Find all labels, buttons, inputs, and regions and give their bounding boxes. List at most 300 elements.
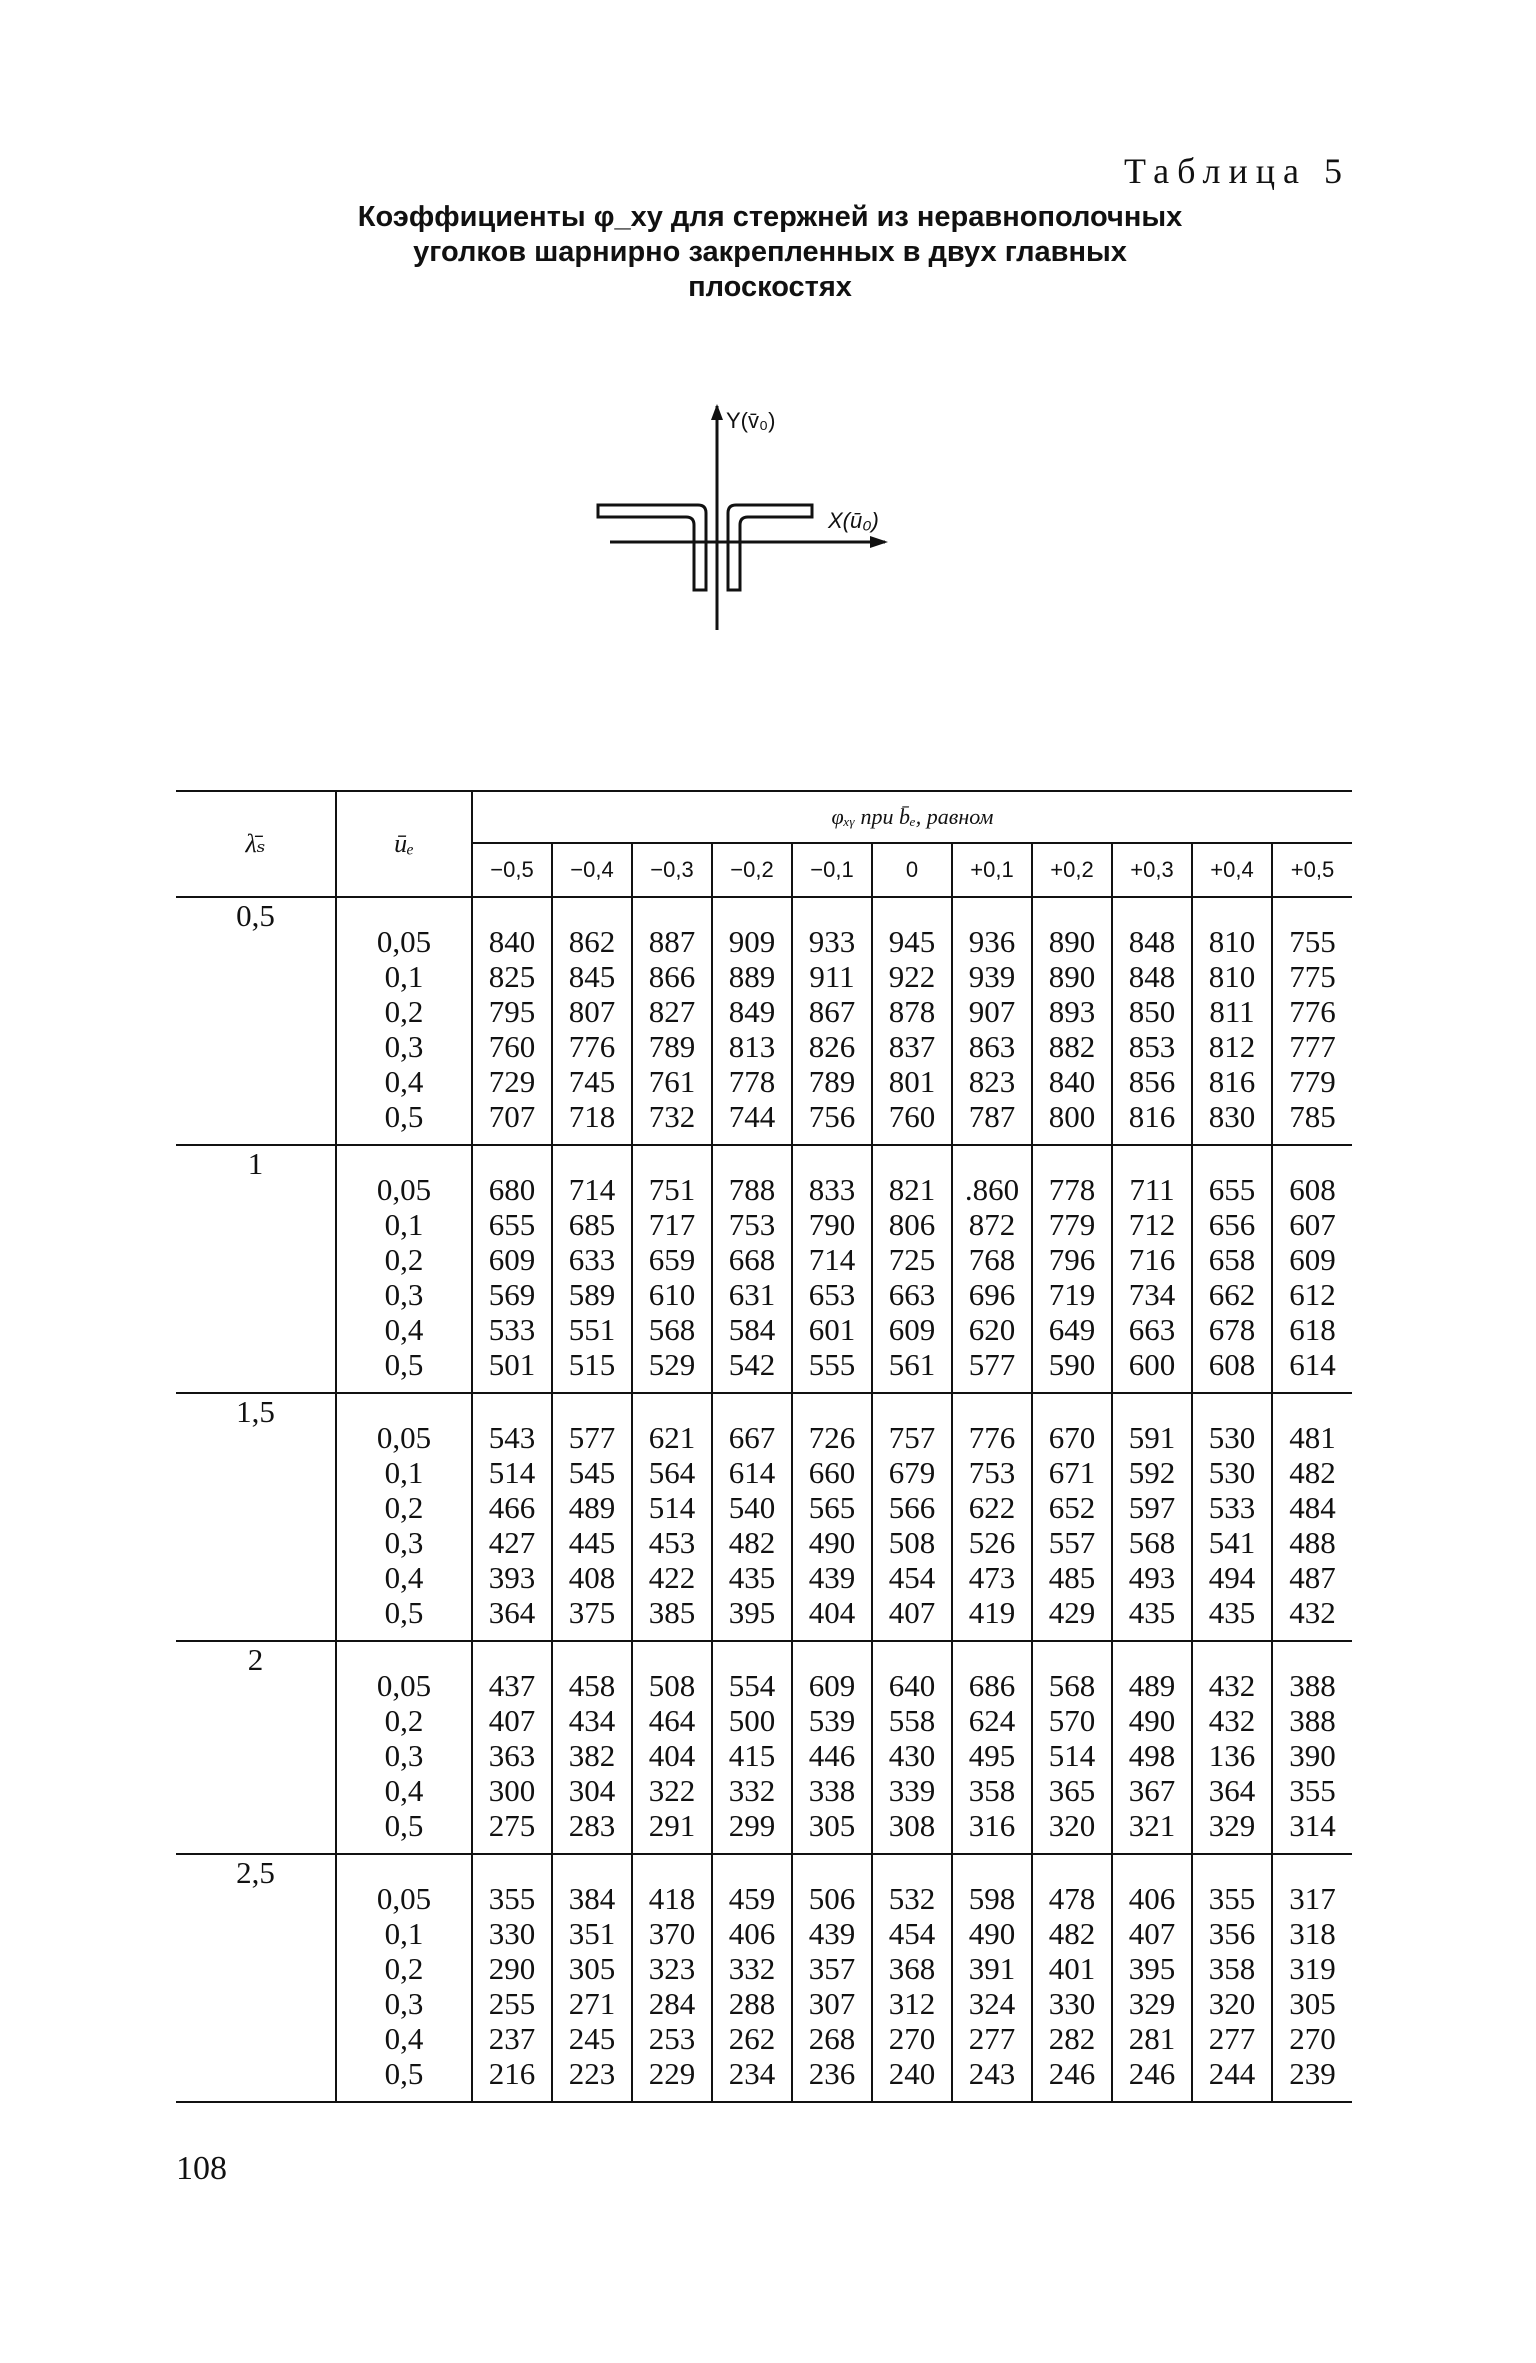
u-value: 0,5 — [384, 1595, 424, 1630]
value-cell — [1112, 1393, 1192, 1641]
caption-line: плоскостях — [688, 271, 852, 303]
col-header: −0,5 — [472, 843, 552, 897]
coefficient-value: 624 — [968, 1703, 1016, 1738]
coefficient-value: .860 — [964, 1172, 1020, 1207]
coefficient-value: 911 — [809, 959, 855, 994]
coefficient-value: 609 — [488, 1242, 536, 1277]
coefficient-value: 600 — [1128, 1347, 1176, 1382]
value-cell — [632, 1641, 712, 1854]
value-cell — [952, 1854, 1032, 2102]
coefficient-value: 323 — [648, 1951, 696, 1986]
coefficient-value: 324 — [968, 1986, 1016, 2021]
coefficient-value: 776 — [568, 1029, 616, 1064]
coefficient-value: 678 — [1208, 1312, 1256, 1347]
coefficient-value: 729 — [488, 1064, 536, 1099]
coefficient-value: 307 — [808, 1986, 856, 2021]
value-cell — [712, 1854, 792, 2102]
value-cell — [552, 1854, 632, 2102]
u-cell — [336, 1145, 472, 1393]
coefficient-value: 482 — [728, 1525, 776, 1560]
coefficient-value: 435 — [1128, 1595, 1176, 1630]
coefficient-value: 744 — [728, 1099, 776, 1134]
coefficient-value: 364 — [488, 1595, 536, 1630]
coefficient-value: 268 — [808, 2021, 856, 2056]
coefficient-value: 432 — [1208, 1668, 1256, 1703]
coefficient-value: 453 — [648, 1525, 696, 1560]
table-row — [176, 897, 1352, 1145]
coefficient-value: 384 — [568, 1881, 616, 1916]
coefficient-value: 872 — [968, 1207, 1016, 1242]
u-value: 0,05 — [376, 1172, 432, 1207]
coefficient-value: 367 — [1128, 1773, 1176, 1808]
coefficient-value: 686 — [968, 1668, 1016, 1703]
coefficient-value: 432 — [1208, 1703, 1256, 1738]
coefficient-value: 652 — [1048, 1490, 1096, 1525]
coefficient-value: 821 — [888, 1172, 936, 1207]
coefficient-value: 768 — [968, 1242, 1016, 1277]
coefficient-value: 541 — [1208, 1525, 1256, 1560]
coefficient-value: 823 — [968, 1064, 1016, 1099]
coefficient-value: 332 — [728, 1773, 776, 1808]
coefficient-value: 493 — [1128, 1560, 1176, 1595]
coefficient-value: 755 — [1289, 924, 1336, 959]
coefficient-value: 756 — [808, 1099, 856, 1134]
coefficient-value: 395 — [728, 1595, 776, 1630]
value-cell — [552, 897, 632, 1145]
value-cell — [1032, 897, 1112, 1145]
coefficient-value: 482 — [1048, 1916, 1096, 1951]
coefficient-value: 850 — [1128, 994, 1176, 1029]
u-value: 0,2 — [384, 994, 424, 1029]
coefficient-value: 317 — [1289, 1881, 1336, 1916]
header-mu: ūₑ — [336, 791, 472, 897]
coefficient-value: 498 — [1128, 1738, 1176, 1773]
coefficient-value: 390 — [1289, 1738, 1336, 1773]
coefficient-value: 589 — [568, 1277, 616, 1312]
coefficient-value: 663 — [1128, 1312, 1176, 1347]
coefficient-value: 568 — [1128, 1525, 1176, 1560]
coefficient-value: 332 — [728, 1951, 776, 1986]
coefficient-value: 494 — [1208, 1560, 1256, 1595]
coefficient-value: 437 — [488, 1668, 536, 1703]
lambda-group — [176, 897, 1352, 1145]
coefficient-value: 508 — [648, 1668, 696, 1703]
u-cell — [336, 1641, 472, 1854]
coefficient-value: 711 — [1129, 1172, 1175, 1207]
coefficient-value: 388 — [1289, 1668, 1336, 1703]
value-cell — [552, 1145, 632, 1393]
coefficient-value: 329 — [1128, 1986, 1176, 2021]
coefficient-value: 696 — [968, 1277, 1016, 1312]
coefficient-value: 597 — [1128, 1490, 1176, 1525]
coefficient-value: 590 — [1048, 1347, 1096, 1382]
coefficient-value: 557 — [1048, 1525, 1096, 1560]
u-value: 0,3 — [384, 1525, 424, 1560]
coefficient-value: 568 — [648, 1312, 696, 1347]
coefficient-value: 229 — [648, 2056, 696, 2091]
coefficient-value: 322 — [648, 1773, 696, 1808]
coefficient-value: 490 — [968, 1916, 1016, 1951]
coefficient-value: 609 — [808, 1668, 856, 1703]
coefficient-value: 778 — [1048, 1172, 1096, 1207]
coefficient-value: 466 — [488, 1490, 536, 1525]
coefficient-value: 801 — [888, 1064, 936, 1099]
u-value: 0,3 — [384, 1277, 424, 1312]
coefficient-value: 529 — [648, 1347, 696, 1382]
value-cell — [632, 1145, 712, 1393]
coefficient-value: 777 — [1289, 1029, 1336, 1064]
coefficient-value: 800 — [1048, 1099, 1096, 1134]
coefficient-value: 500 — [728, 1703, 776, 1738]
coefficient-value: 577 — [968, 1347, 1016, 1382]
coefficient-value: 271 — [568, 1986, 616, 2021]
coefficient-value: 408 — [568, 1560, 616, 1595]
coefficient-value: 570 — [1048, 1703, 1096, 1738]
u-value: 0,05 — [376, 1668, 432, 1703]
coefficient-value: 355 — [1289, 1773, 1336, 1808]
value-cell — [472, 1641, 552, 1854]
coefficient-value: 406 — [728, 1916, 776, 1951]
coefficient-value: 592 — [1128, 1455, 1176, 1490]
coefficient-value: 439 — [808, 1560, 856, 1595]
coefficient-value: 375 — [568, 1595, 616, 1630]
coefficient-value: 370 — [648, 1916, 696, 1951]
coefficient-value: 680 — [488, 1172, 536, 1207]
coefficient-value: 893 — [1048, 994, 1096, 1029]
u-value: 0,05 — [376, 1420, 432, 1455]
value-cell — [712, 1145, 792, 1393]
value-cell — [712, 1393, 792, 1641]
coefficient-value: 543 — [488, 1420, 536, 1455]
coefficient-value: 889 — [728, 959, 776, 994]
coefficient-value: 779 — [1048, 1207, 1096, 1242]
coefficient-value: 481 — [1289, 1420, 1336, 1455]
coefficient-value: 478 — [1048, 1881, 1096, 1916]
table-row — [176, 1854, 1352, 2102]
coefficient-value: 239 — [1289, 2056, 1336, 2091]
coefficient-value: 776 — [1289, 994, 1336, 1029]
coefficient-value: 404 — [808, 1595, 856, 1630]
coefficient-value: 610 — [648, 1277, 696, 1312]
coefficient-value: 551 — [568, 1312, 616, 1347]
coefficient-value: 136 — [1208, 1738, 1256, 1773]
coefficient-value: 330 — [1048, 1986, 1096, 2021]
value-cell — [792, 1393, 872, 1641]
coefficient-value: 840 — [1048, 1064, 1096, 1099]
coefficient-value: 849 — [728, 994, 776, 1029]
coefficient-value: 281 — [1128, 2021, 1176, 2056]
u-value: 0,1 — [384, 1916, 424, 1951]
coefficient-value: 811 — [1209, 994, 1255, 1029]
coefficient-value: 540 — [728, 1490, 776, 1525]
coefficient-value: 282 — [1048, 2021, 1096, 2056]
coefficient-value: 790 — [808, 1207, 856, 1242]
coefficient-value: 283 — [568, 1808, 616, 1843]
coefficient-value: 482 — [1289, 1455, 1336, 1490]
value-cell — [632, 897, 712, 1145]
u-value: 0,5 — [384, 1099, 424, 1134]
col-header: +0,5 — [1272, 843, 1352, 897]
value-cell — [552, 1393, 632, 1641]
coefficient-value: 488 — [1289, 1525, 1336, 1560]
coefficient-value: 620 — [968, 1312, 1016, 1347]
coefficient-value: 330 — [488, 1916, 536, 1951]
coefficient-value: 584 — [728, 1312, 776, 1347]
coefficient-value: 385 — [648, 1595, 696, 1630]
coefficient-value: 878 — [888, 994, 936, 1029]
x-axis-arrow — [870, 536, 888, 548]
value-cell — [552, 1641, 632, 1854]
coefficient-value: 419 — [968, 1595, 1016, 1630]
u-cell — [336, 1393, 472, 1641]
coefficient-value: 776 — [968, 1420, 1016, 1455]
coefficient-value: 714 — [568, 1172, 616, 1207]
coefficient-value: 751 — [648, 1172, 696, 1207]
value-cell — [712, 897, 792, 1145]
coefficient-value: 484 — [1289, 1490, 1336, 1525]
u-value: 0,2 — [384, 1951, 424, 1986]
value-cell — [952, 897, 1032, 1145]
coefficient-value: 660 — [808, 1455, 856, 1490]
coefficient-value: 598 — [968, 1881, 1016, 1916]
lambda-cell: 1 — [176, 1145, 336, 1393]
left-angle-outline — [598, 505, 706, 590]
coefficient-value: 714 — [808, 1242, 856, 1277]
u-cell — [336, 1854, 472, 2102]
y-axis-arrow — [711, 404, 723, 420]
coefficient-value: 365 — [1048, 1773, 1096, 1808]
value-cell — [1112, 897, 1192, 1145]
coefficient-value: 778 — [728, 1064, 776, 1099]
coefficient-value: 827 — [648, 994, 696, 1029]
coefficient-value: 887 — [648, 924, 696, 959]
coefficient-value: 308 — [888, 1808, 936, 1843]
value-cell — [1112, 1145, 1192, 1393]
coefficient-value: 668 — [728, 1242, 776, 1277]
coefficient-value: 356 — [1208, 1916, 1256, 1951]
coefficient-value: 407 — [488, 1703, 536, 1738]
coefficient-value: 539 — [808, 1703, 856, 1738]
coefficient-value: 391 — [968, 1951, 1016, 1986]
coefficient-value: 454 — [888, 1560, 936, 1595]
coefficient-value: 429 — [1048, 1595, 1096, 1630]
coefficient-value: 288 — [728, 1986, 776, 2021]
coefficient-value: 810 — [1208, 924, 1256, 959]
coefficient-value: 299 — [728, 1808, 776, 1843]
coefficient-value: 234 — [728, 2056, 776, 2091]
coefficient-value: 907 — [968, 994, 1016, 1029]
coefficient-value: 246 — [1128, 2056, 1176, 2091]
coefficient-value: 255 — [488, 1986, 536, 2021]
lambda-cell: 1,5 — [176, 1393, 336, 1641]
coefficient-value: 565 — [808, 1490, 856, 1525]
coefficient-value: 608 — [1289, 1172, 1336, 1207]
coefficient-value: 406 — [1128, 1881, 1176, 1916]
value-cell — [1032, 1393, 1112, 1641]
coefficient-value: 753 — [968, 1455, 1016, 1490]
value-cell — [1192, 1393, 1272, 1641]
value-cell — [952, 1641, 1032, 1854]
coefficient-value: 717 — [648, 1207, 696, 1242]
col-header: −0,1 — [792, 843, 872, 897]
value-cell — [1032, 1854, 1112, 2102]
coefficient-value: 760 — [888, 1099, 936, 1134]
coefficient-value: 866 — [648, 959, 696, 994]
coefficient-value: 568 — [1048, 1668, 1096, 1703]
coefficient-value: 612 — [1289, 1277, 1336, 1312]
coefficient-value: 659 — [648, 1242, 696, 1277]
value-cell — [1272, 1854, 1352, 2102]
col-header: +0,3 — [1112, 843, 1192, 897]
coefficient-value: 631 — [728, 1277, 776, 1312]
coefficient-value: 530 — [1208, 1420, 1256, 1455]
coefficient-value: 338 — [808, 1773, 856, 1808]
coefficient-value: 275 — [488, 1808, 536, 1843]
header-lambda: λ̄ₛ — [176, 791, 336, 897]
coefficient-value: 640 — [888, 1668, 936, 1703]
coefficient-value: 542 — [728, 1347, 776, 1382]
coefficient-value: 489 — [568, 1490, 616, 1525]
coefficient-value: 862 — [568, 924, 616, 959]
coefficient-value: 427 — [488, 1525, 536, 1560]
coefficient-value: 514 — [1048, 1738, 1096, 1773]
coefficient-value: 707 — [488, 1099, 536, 1134]
col-header: −0,3 — [632, 843, 712, 897]
coefficient-value: 662 — [1208, 1277, 1256, 1312]
u-value: 0,1 — [384, 1207, 424, 1242]
coefficient-value: 545 — [568, 1455, 616, 1490]
col-header: +0,2 — [1032, 843, 1112, 897]
coefficient-value: 357 — [808, 1951, 856, 1986]
coefficient-value: 718 — [568, 1099, 616, 1134]
lambda-group — [176, 1145, 1352, 1393]
coefficient-value: 922 — [888, 959, 936, 994]
coefficient-value: 712 — [1128, 1207, 1176, 1242]
coefficient-value: 561 — [888, 1347, 936, 1382]
coefficient-value: 679 — [888, 1455, 936, 1490]
col-header: −0,4 — [552, 843, 632, 897]
coefficient-value: 649 — [1048, 1312, 1096, 1347]
coefficient-value: 515 — [568, 1347, 616, 1382]
u-value: 0,3 — [384, 1738, 424, 1773]
coefficient-value: 501 — [488, 1347, 536, 1382]
value-cell — [1272, 1393, 1352, 1641]
u-value: 0,1 — [384, 1455, 424, 1490]
angle-section-diagram — [580, 400, 900, 640]
coefficient-value: 300 — [488, 1773, 536, 1808]
col-header: +0,1 — [952, 843, 1032, 897]
coefficient-value: 526 — [968, 1525, 1016, 1560]
coefficient-value: 840 — [488, 924, 536, 959]
coefficient-value: 291 — [648, 1808, 696, 1843]
coefficient-value: 732 — [648, 1099, 696, 1134]
coefficient-value: 244 — [1208, 2056, 1256, 2091]
right-angle-outline — [728, 505, 812, 590]
coefficient-value: 401 — [1048, 1951, 1096, 1986]
value-cell — [872, 1641, 952, 1854]
coefficient-value: 945 — [888, 924, 936, 959]
coefficient-value: 564 — [648, 1455, 696, 1490]
coefficient-value: 845 — [568, 959, 616, 994]
coefficient-value: 656 — [1208, 1207, 1256, 1242]
coefficient-value: 609 — [1289, 1242, 1336, 1277]
coefficient-value: 530 — [1208, 1455, 1256, 1490]
lambda-group — [176, 1641, 1352, 1854]
coefficient-value: 393 — [488, 1560, 536, 1595]
u-value: 0,4 — [384, 1312, 424, 1347]
coefficient-value: 304 — [568, 1773, 616, 1808]
coefficient-value: 485 — [1048, 1560, 1096, 1595]
table-row — [176, 1641, 1352, 1854]
value-cell — [472, 1854, 552, 2102]
coefficient-value: 533 — [1208, 1490, 1256, 1525]
value-cell — [952, 1145, 1032, 1393]
value-cell — [792, 1854, 872, 2102]
coefficient-value: 533 — [488, 1312, 536, 1347]
y-axis-label: Y(v̄₀) — [726, 408, 776, 433]
coefficient-value: 810 — [1208, 959, 1256, 994]
coefficient-value: 658 — [1208, 1242, 1256, 1277]
coefficient-value: 826 — [808, 1029, 856, 1064]
lambda-group — [176, 1854, 1352, 2102]
coefficient-value: 753 — [728, 1207, 776, 1242]
coefficient-value: 667 — [728, 1420, 776, 1455]
coefficient-value: 555 — [808, 1347, 856, 1382]
coefficient-value: 890 — [1048, 924, 1096, 959]
coefficient-value: 671 — [1048, 1455, 1096, 1490]
coefficient-value: 761 — [648, 1064, 696, 1099]
value-cell — [1192, 897, 1272, 1145]
coefficient-value: 867 — [808, 994, 856, 1029]
value-cell — [872, 1854, 952, 2102]
coefficient-value: 434 — [568, 1703, 616, 1738]
coefficient-value: 796 — [1048, 1242, 1096, 1277]
coefficient-value: 816 — [1128, 1099, 1176, 1134]
coefficient-value: 760 — [488, 1029, 536, 1064]
u-value: 0,4 — [384, 1560, 424, 1595]
coefficient-value: 454 — [888, 1916, 936, 1951]
col-header: 0 — [872, 843, 952, 897]
lambda-group — [176, 1393, 1352, 1641]
coefficient-value: 318 — [1289, 1916, 1336, 1951]
page-number: 108 — [176, 2150, 227, 2187]
value-cell — [872, 1145, 952, 1393]
coefficient-value: 833 — [808, 1172, 856, 1207]
coefficient-value: 633 — [568, 1242, 616, 1277]
coefficient-value: 312 — [888, 1986, 936, 2021]
coefficient-value: 245 — [568, 2021, 616, 2056]
coefficient-value: 558 — [888, 1703, 936, 1738]
u-value: 0,5 — [384, 2056, 424, 2091]
x-axis-label: X(ū₀) — [828, 508, 879, 533]
coefficient-value: 685 — [568, 1207, 616, 1242]
value-cell — [792, 1145, 872, 1393]
coefficient-value: 262 — [728, 2021, 776, 2056]
u-value: 0,3 — [384, 1986, 424, 2021]
u-value: 0,2 — [384, 1703, 424, 1738]
coefficient-value: 490 — [808, 1525, 856, 1560]
coefficient-value: 415 — [728, 1738, 776, 1773]
coefficient-value: 305 — [568, 1951, 616, 1986]
coefficient-value: 351 — [568, 1916, 616, 1951]
coefficient-value: 716 — [1128, 1242, 1176, 1277]
coefficient-value: 422 — [648, 1560, 696, 1595]
value-cell — [872, 897, 952, 1145]
coefficient-value: 407 — [888, 1595, 936, 1630]
coefficient-value: 863 — [968, 1029, 1016, 1064]
value-cell — [472, 1393, 552, 1641]
coefficient-value: 382 — [568, 1738, 616, 1773]
